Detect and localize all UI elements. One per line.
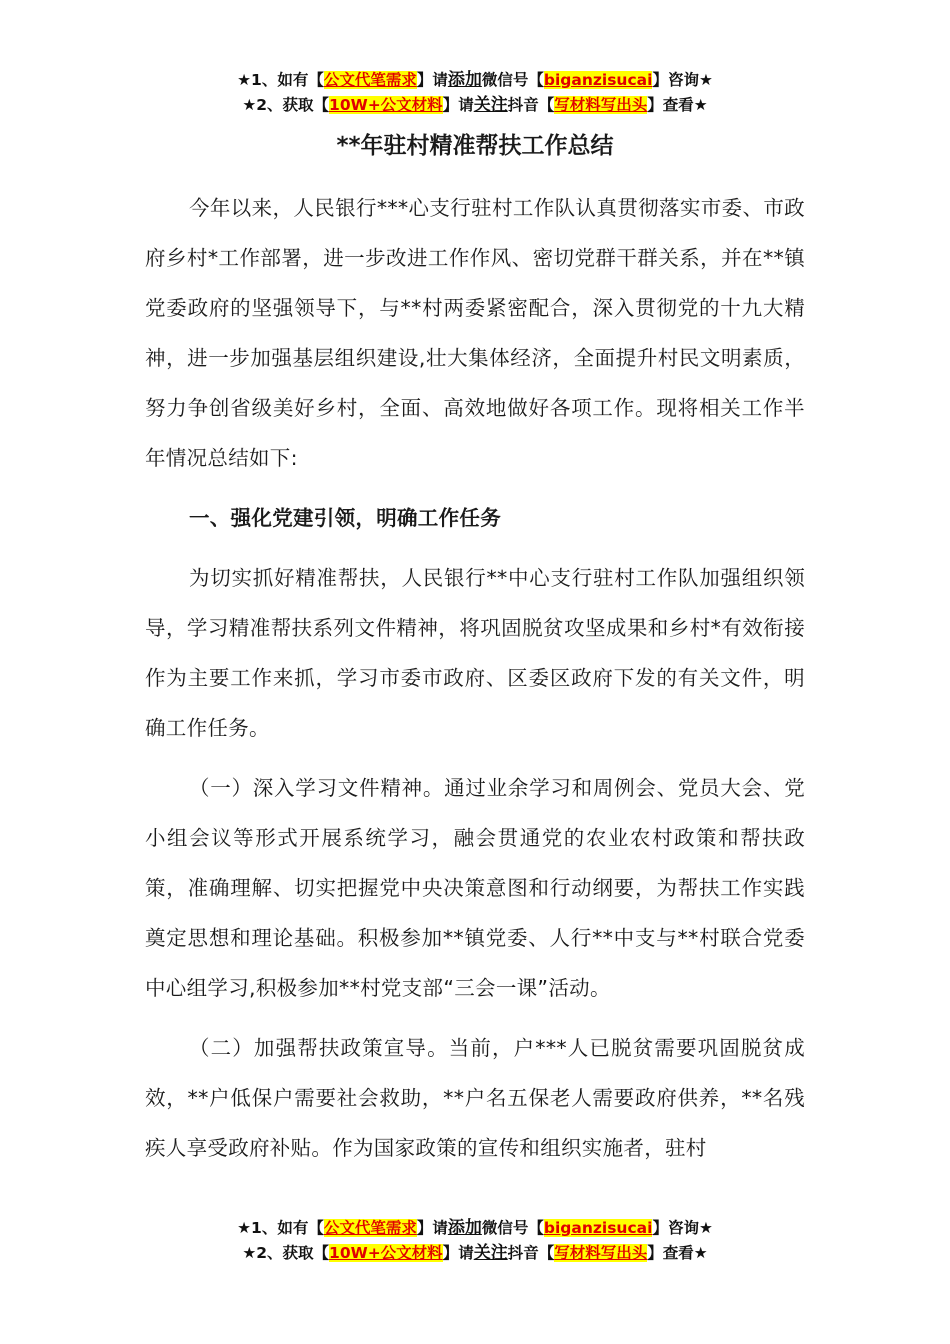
banner-text: ★1、如有【	[237, 71, 324, 89]
banner-text: 微信号【	[481, 1219, 544, 1237]
paragraph-subsection-2: （二）加强帮扶政策宣导。当前，户***人已脱贫需要巩固脱贫成效，**户低保户需要社会救助，**户名五保老人需要政府供养，**名残疾人享受政府补贴。作为国家政策的宣传和组织实施者，驻村	[145, 1036, 805, 1160]
banner-line-2	[0, 93, 950, 118]
banner-text: ★1、如有【	[237, 1219, 324, 1237]
banner-text: 微信号【	[481, 71, 544, 89]
section-heading: 一、强化党建引领，明确工作任务	[189, 506, 501, 530]
paragraph-section-1: 为切实抓好精准帮扶，人民银行**中心支行驻村工作队加强组织领导，学习精准帮扶系列文件精神，将巩固脱贫攻坚成果和乡村*有效衔接作为主要工作来抓，学习市委市政府、区委区政府下发的有关文件，明确工作任务。	[145, 566, 805, 740]
document-title: **年驻村精准帮扶工作总结	[336, 133, 614, 159]
banner-text: 】咨询★	[652, 71, 713, 89]
banner-highlight: 公文代笔需求	[323, 71, 417, 89]
banner-text: 抖音【	[507, 1244, 555, 1262]
banner-douyin-id: 写材料写出头	[554, 1244, 648, 1262]
banner-text: 】查看★	[647, 1244, 708, 1262]
banner-wechat-id: biganzisucai	[543, 71, 653, 89]
banner-text: 】咨询★	[652, 1219, 713, 1237]
banner-text: ★2、获取【	[242, 1244, 330, 1262]
banner-text: 】请	[416, 71, 448, 89]
banner-highlight: 10W+公文材料	[329, 1244, 443, 1262]
banner-text: 】查看★	[647, 96, 708, 114]
banner-text: 】请	[442, 1244, 474, 1262]
banner-underline: 关注	[473, 95, 508, 115]
bottom-banner	[0, 1216, 950, 1266]
document-body	[145, 183, 805, 1173]
top-banner	[0, 68, 950, 118]
banner-douyin-id: 写材料写出头	[554, 96, 648, 114]
banner-text: ★2、获取【	[242, 96, 330, 114]
banner-text: 】请	[416, 1219, 448, 1237]
banner-underline: 添加	[447, 70, 482, 90]
banner-line-2	[0, 1241, 950, 1266]
banner-line-1	[0, 68, 950, 93]
paragraph-subsection-1: （一）深入学习文件精神。通过业余学习和周例会、党员大会、党小组会议等形式开展系统学习，融会贯通党的农业农村政策和帮扶政策，准确理解、切实把握党中央决策意图和行动纲要，为帮扶工作实践奠定思想和理论基础。积极参加**镇党委、人行**中支与**村联合党委中心组学习,积极参加**村党支部“三会一课”活动。	[145, 776, 805, 1000]
paragraph-intro: 今年以来，人民银行***心支行驻村工作队认真贯彻落实市委、市政府乡村*工作部署，进一步改进工作作风、密切党群干群关系，并在**镇党委政府的坚强领导下，与**村两委紧密配合，深入贯彻党的十九大精神，进一步加强基层组织建设,壮大集体经济，全面提升村民文明素质，努力争创省级美好乡村，全面、高效地做好各项工作。现将相关工作半年情况总结如下:	[145, 196, 805, 470]
banner-wechat-id: biganzisucai	[543, 1219, 653, 1237]
banner-text: 】请	[442, 96, 474, 114]
banner-text: 抖音【	[507, 96, 555, 114]
banner-line-1	[0, 1216, 950, 1241]
banner-highlight: 10W+公文材料	[329, 96, 443, 114]
banner-underline: 添加	[447, 1218, 482, 1238]
banner-underline: 关注	[473, 1243, 508, 1263]
banner-highlight: 公文代笔需求	[323, 1219, 417, 1237]
